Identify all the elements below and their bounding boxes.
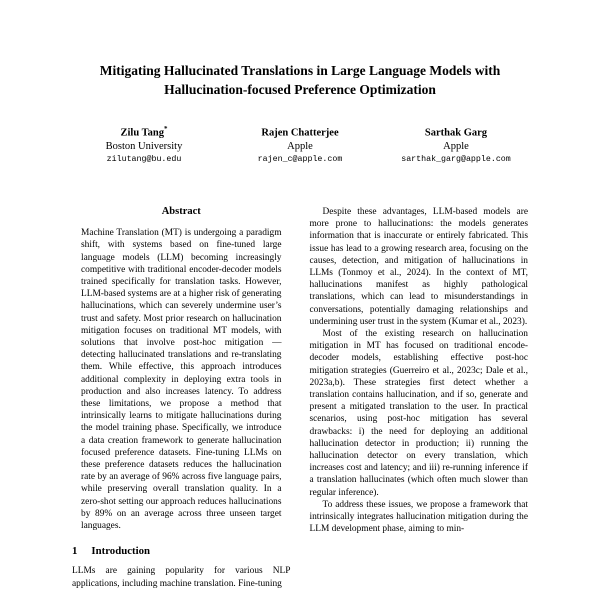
author-2 [222,125,378,166]
left-column [72,206,291,590]
author-2-email: rajen_c@apple.com [257,154,343,164]
author-1-email: zilutang@bu.edu [106,154,182,164]
introduction-paragraph-1: LLMs are gaining popularity for various NLP applications, including machine translation. Fine-tuning [72,566,291,589]
author-3-name-text: Sarthak Garg [424,127,488,139]
author-block [0,125,600,166]
author-1-affiliation: Boston University [105,141,183,153]
author-3-affiliation: Apple [443,141,469,153]
author-2-affiliation: Apple [287,141,313,153]
right-paragraph-3: To address these issues, we propose a framework that intrinsically integrates hallucination mitigation during the LLM development phase, aiming to min- [309,499,528,535]
right-paragraph-1: Despite these advantages, LLM-based models are more prone to hallucinations: the models generates information that is inaccurate or entirely fabricated. This issue has lead to a growing research area, focusing on the causes, detection, and mitigation of hallucinations in LLMs (Tonmoy et al., 2024). In the context of MT, hallucinations manifest as highly pathological translations, which can lead to misunderstandings in conversations, potentially damaging relationships and undermining user trust in the system (Kumar et al., 2023). [309,206,528,327]
abstract-heading: Abstract [161,205,201,217]
author-2-name-text: Rajen Chatterjee [261,127,339,139]
section-1-title: Introduction [91,545,151,558]
right-paragraph-2: Most of the existing research on hallucination mitigation in MT has focused on traditional encode-decoder models, establishing effective post-hoc mitigation strategies (Guerreiro et al., 2023c; Dale et al., 2023a,b). These strategies first detect whether a translation contains hallucination, and if so, generate and present a mitigated translation to the user. In practical scenarios, using post-hoc mitigation has several drawbacks: i) the need for deploying an additional hallucination detector in production; ii) running the hallucination detector on every translation, which increases cost and latency; and iii) re-running inference if a translation hallucinates (which often much slower than regular inference). [309,328,528,498]
author-2-name [222,125,378,140]
author-1 [66,125,222,166]
author-3-email: sarthak_garg@apple.com [401,154,511,164]
section-1-number: 1 [72,545,78,558]
author-1-name [66,125,222,140]
author-3-name [378,125,534,140]
body-columns [0,206,600,590]
section-1-heading [72,545,291,557]
author-1-name-text: Zilu Tang [120,127,164,139]
author-1-footnote-marker: * [164,125,168,134]
author-3 [378,125,534,166]
abstract-text: Machine Translation (MT) is undergoing a paradigm shift, with systems based on fine-tuned large language models (LLM) becoming increasingly competitive with traditional encoder-decoder models trained specifically for translation tasks. However, LLM-based systems are at a higher risk of generating hallucinations, which can severely undermine user’s trust and safety. Most prior research on hallucination mitigation focuses on traditional MT models, with solutions that involve post-hoc mitigation — detecting hallucinated translations and re-translating them. While effective, this approach introduces additional complexity in deploying extra tools in production and also increases latency. To address these limitations, we propose a method that intrinsically learns to mitigate hallucinations during the model training phase. Specifically, we introduce a data creation framework to generate hallucination focused preference datasets. Fine-tuning LLMs on these preference datasets reduces the hallucination rate by an average of 96% across five language pairs, while preserving overall translation quality. In a zero-shot setting our approach reduces hallucinations by 89% on an average across three unseen target languages. [81,228,282,532]
paper-title: Mitigating Hallucinated Translations in Large Language Models with Hallucination-focused Preference Optimization [99,63,501,97]
right-column [310,206,529,590]
